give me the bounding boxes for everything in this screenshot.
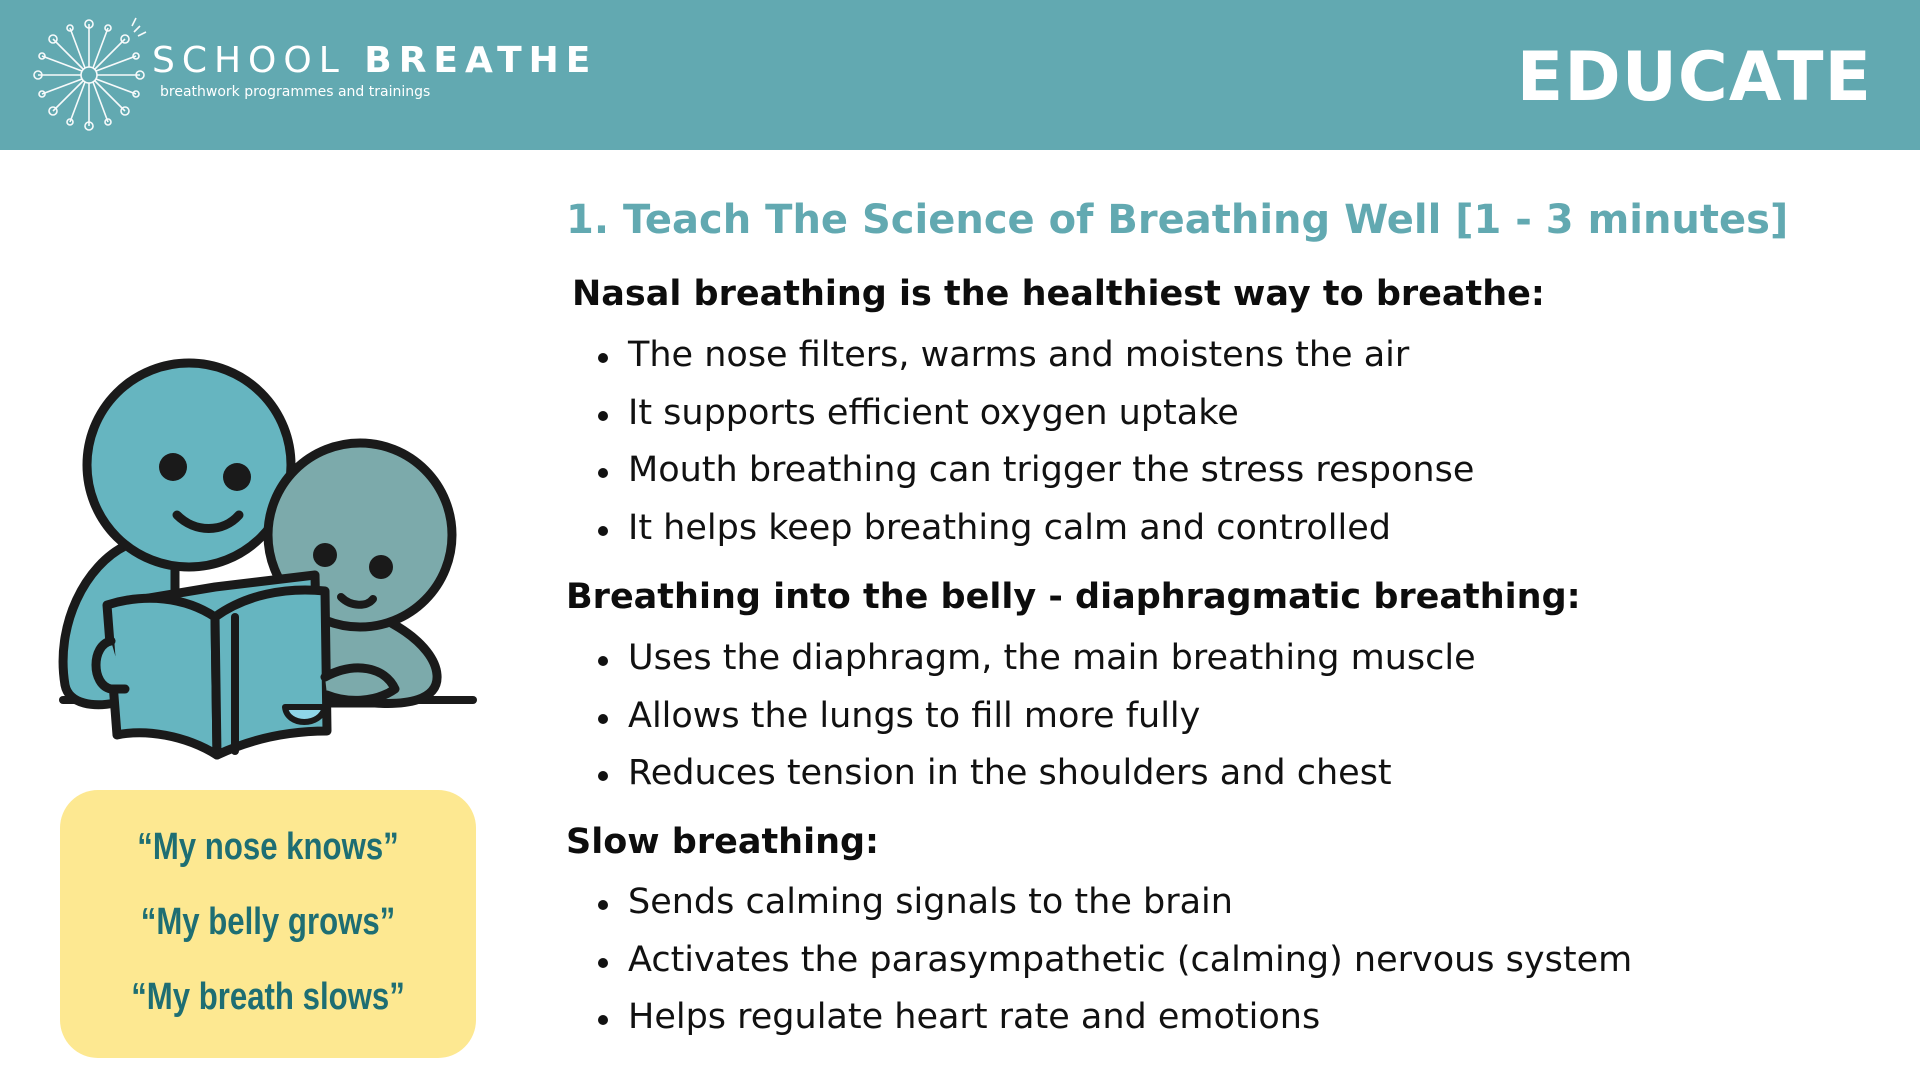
section-heading-slow: Slow breathing: — [566, 822, 880, 862]
list-item: Helps regulate heart rate and emotions — [598, 989, 1632, 1047]
list-item: It helps keep breathing calm and controlled — [598, 500, 1474, 558]
header-bar — [0, 0, 1920, 150]
section-label: EDUCATE — [1516, 38, 1872, 117]
parent-reading-to-child-illustration — [55, 355, 485, 765]
brand-name — [152, 40, 597, 81]
mantra-box — [60, 790, 476, 1058]
list-item: Mouth breathing can trigger the stress response — [598, 442, 1474, 500]
bullet-list-nasal — [598, 327, 1474, 557]
bullet-list-belly — [598, 630, 1476, 803]
list-item: Sends calming signals to the brain — [598, 874, 1632, 932]
mantra-line-nose: “My nose knows” — [137, 826, 399, 868]
mantra-line-breath: “My breath slows” — [131, 976, 405, 1018]
page-title: 1. Teach The Science of Breathing Well [1 - 3 minutes] — [566, 197, 1789, 243]
list-item: Activates the parasympathetic (calming) nervous system — [598, 932, 1632, 990]
list-item: Reduces tension in the shoulders and chest — [598, 745, 1476, 803]
list-item: The nose filters, warms and moistens the air — [598, 327, 1474, 385]
list-item: Uses the diaphragm, the main breathing muscle — [598, 630, 1476, 688]
section-heading-nasal: Nasal breathing is the healthiest way to breathe: — [572, 274, 1545, 314]
list-item: It supports efficient oxygen uptake — [598, 385, 1474, 443]
section-heading-belly: Breathing into the belly - diaphragmatic breathing: — [566, 577, 1581, 617]
brand-word-breathe: BREATHE — [364, 40, 598, 81]
dandelion-icon — [28, 14, 150, 136]
mantra-line-belly: “My belly grows” — [140, 901, 396, 943]
list-item: Allows the lungs to fill more fully — [598, 688, 1476, 746]
brand-word-school: SCHOOL — [152, 40, 346, 81]
bullet-list-slow — [598, 874, 1632, 1047]
brand-tagline: breathwork programmes and trainings — [160, 84, 431, 100]
